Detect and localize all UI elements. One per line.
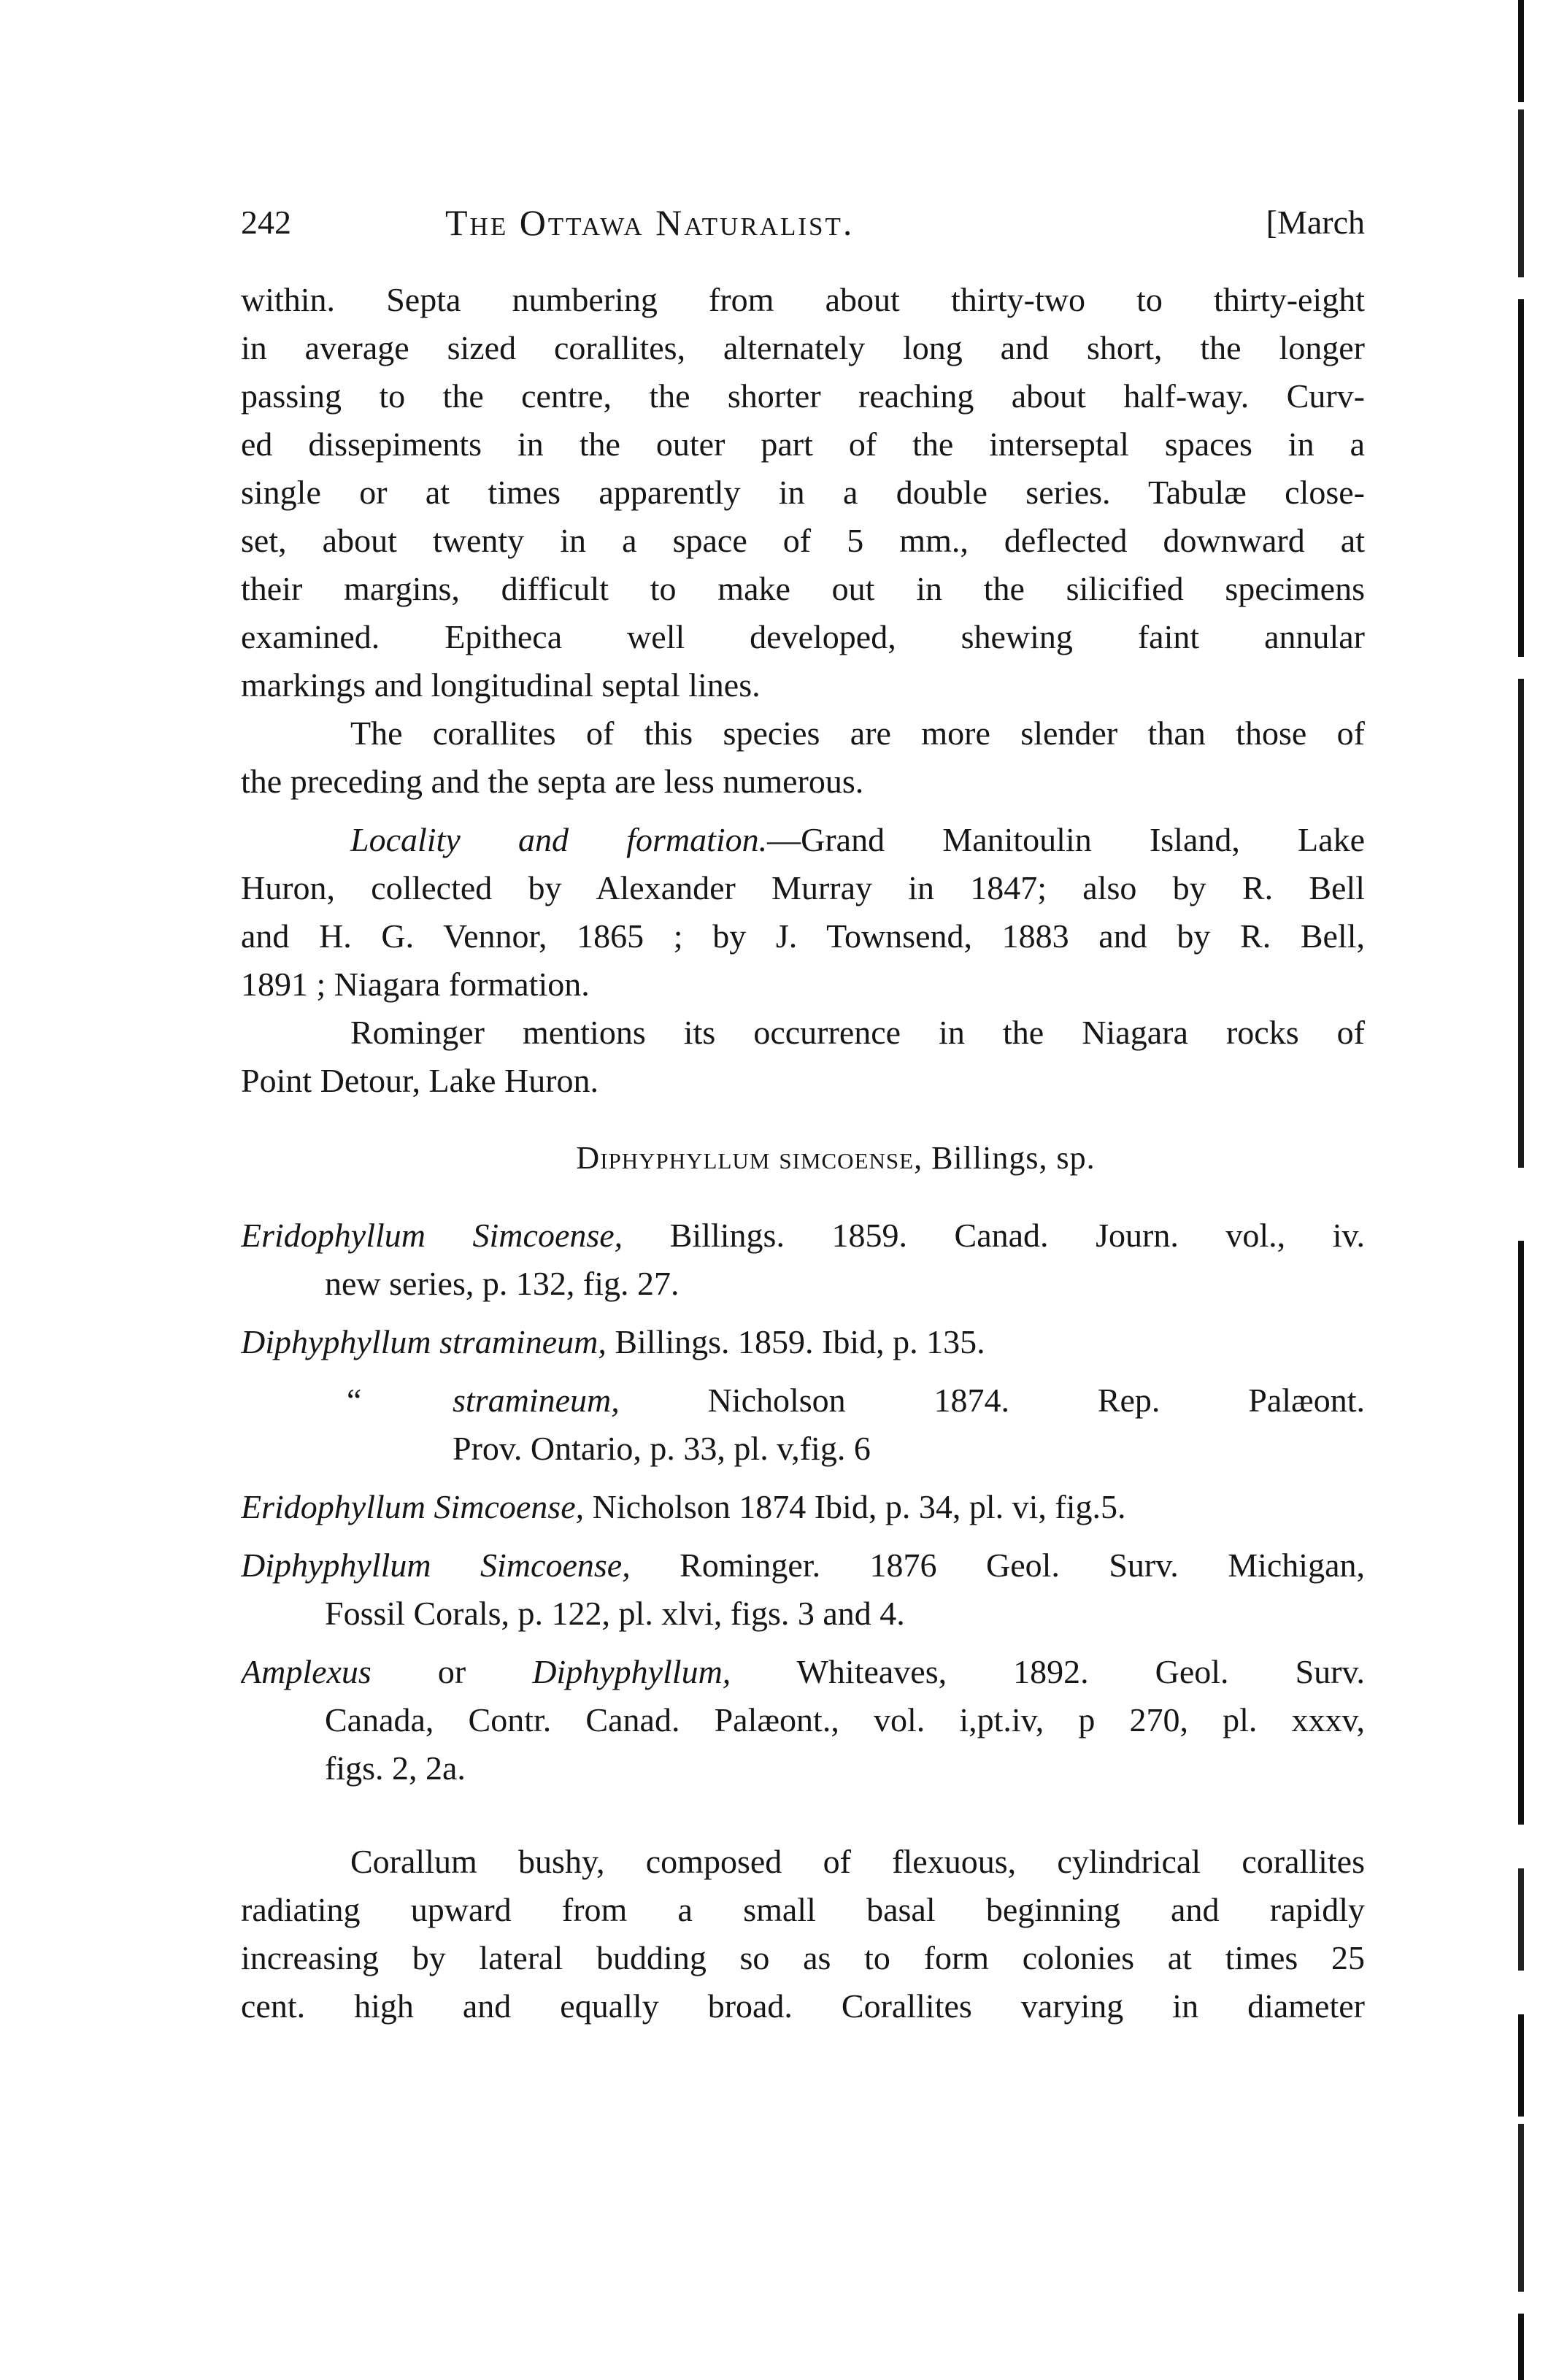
synonym-taxon: Diphyphyllum, [532, 1653, 731, 1690]
synonym-reference: Nicholson 1874 Ibid, p. 34, pl. vi, fig.5. [584, 1488, 1126, 1525]
synonym-reference: Billings. 1859. Ibid, p. 135. [606, 1323, 985, 1360]
synonymy-entry [241, 1318, 1365, 1366]
synonymy-entry [241, 1483, 1365, 1531]
text-line [241, 816, 1365, 864]
synonym-connector: or [371, 1653, 533, 1690]
text-line: ed dissepiments in the outer part of the interseptal spaces in a [241, 425, 1365, 463]
page-number: 242 [241, 204, 291, 241]
paragraph-comparison [241, 709, 1365, 806]
synonymy-entry [241, 1212, 1365, 1260]
synonym-taxon: Eridophyllum Simcoense, [241, 1217, 623, 1254]
text-line: the preceding and the septa are less numerous. [241, 763, 864, 800]
text-line: passing to the centre, the shorter reaching about half-way. Curv- [241, 377, 1365, 415]
text-line: radiating upward from a small basal beginning and rapidly [241, 1891, 1365, 1928]
text-line: increasing by lateral budding so as to form colonies at times 25 [241, 1939, 1365, 1976]
species-author: Billings, sp. [923, 1140, 1096, 1176]
synonym-taxon: Diphyphyllum Simcoense, [241, 1547, 631, 1584]
text-line: and H. G. Vennor, 1865 ; by J. Townsend, 1883 and by R. Bell, [241, 917, 1365, 955]
text-line: in average sized corallites, alternately long and short, the longer [241, 329, 1365, 366]
text-line: Point Detour, Lake Huron. [241, 1062, 599, 1099]
synonymy-entry [241, 1376, 1365, 1425]
text-line: Rominger mentions its occurrence in the Niagara rocks of [350, 1014, 1365, 1051]
ditto-mark: “ [347, 1382, 362, 1419]
text-line: markings and longitudinal septal lines. [241, 666, 761, 704]
text-line: cent. high and equally broad. Corallites varying in diameter [241, 1987, 1365, 2025]
text-line: set, about twenty in a space of 5 mm., deflected downward at [241, 522, 1365, 559]
text-line: The corallites of this species are more slender than those of [350, 715, 1365, 752]
synonymy-entry [241, 1648, 1365, 1696]
synonym-reference: Billings. 1859. Canad. Journ. vol., iv. [623, 1217, 1365, 1254]
journal-title: The Ottawa Naturalist. [445, 202, 855, 243]
species-heading [241, 1134, 1365, 1182]
synonym-reference: Nicholson 1874. Rep. Palæont. [619, 1382, 1365, 1419]
scan-binding-edge [1518, 0, 1524, 2380]
paragraph-corallum [241, 1838, 1365, 2030]
text-line: 1891 ; Niagara formation. [241, 966, 590, 1003]
synonym-reference: Whiteaves, 1892. Geol. Surv. [731, 1653, 1365, 1690]
synonymy-entry [241, 1541, 1365, 1590]
locality-text: —Grand Manitoulin Island, Lake [767, 821, 1365, 858]
text-line: single or at times apparently in a double series. Tabulæ close- [241, 474, 1365, 511]
paragraph-septa-description [241, 276, 1365, 709]
synonymy-continuation: Prov. Ontario, p. 33, pl. v,fig. 6 [453, 1430, 871, 1467]
locality-label: Locality and formation. [350, 821, 768, 858]
page-body [241, 276, 1365, 2030]
paragraph-rominger [241, 1009, 1365, 1105]
synonym-taxon: Amplexus [241, 1653, 372, 1690]
text-line: their margins, difficult to make out in the silicified specimens [241, 570, 1365, 607]
issue-month: [March [1266, 204, 1365, 241]
text-line: Corallum bushy, composed of flexuous, cylindrical corallites [350, 1843, 1365, 1880]
synonym-taxon: Diphyphyllum stramineum, [241, 1323, 607, 1360]
synonym-taxon: stramineum, [453, 1382, 620, 1419]
synonymy-continuation: new series, p. 132, fig. 27. [325, 1265, 680, 1302]
synonymy-list [241, 1212, 1365, 1792]
synonymy-continuation: figs. 2, 2a. [325, 1749, 466, 1787]
text-line: within. Septa numbering from about thirty-two to thirty-eight [241, 281, 1365, 318]
synonymy-continuation: Fossil Corals, p. 122, pl. xlvi, figs. 3 and 4. [325, 1595, 905, 1632]
synonym-reference: Rominger. 1876 Geol. Surv. Michigan, [630, 1547, 1365, 1584]
species-name: Diphyphyllum simcoense, [576, 1140, 923, 1176]
synonymy-continuation: Canada, Contr. Canad. Palæont., vol. i,pt.iv, p 270, pl. xxxv, [325, 1701, 1365, 1738]
synonym-taxon: Eridophyllum Simcoense, [241, 1488, 585, 1525]
paragraph-locality [241, 816, 1365, 1009]
text-line: examined. Epitheca well developed, shewing faint annular [241, 618, 1365, 655]
text-line: Huron, collected by Alexander Murray in 1847; also by R. Bell [241, 869, 1365, 906]
running-header [241, 197, 1365, 248]
